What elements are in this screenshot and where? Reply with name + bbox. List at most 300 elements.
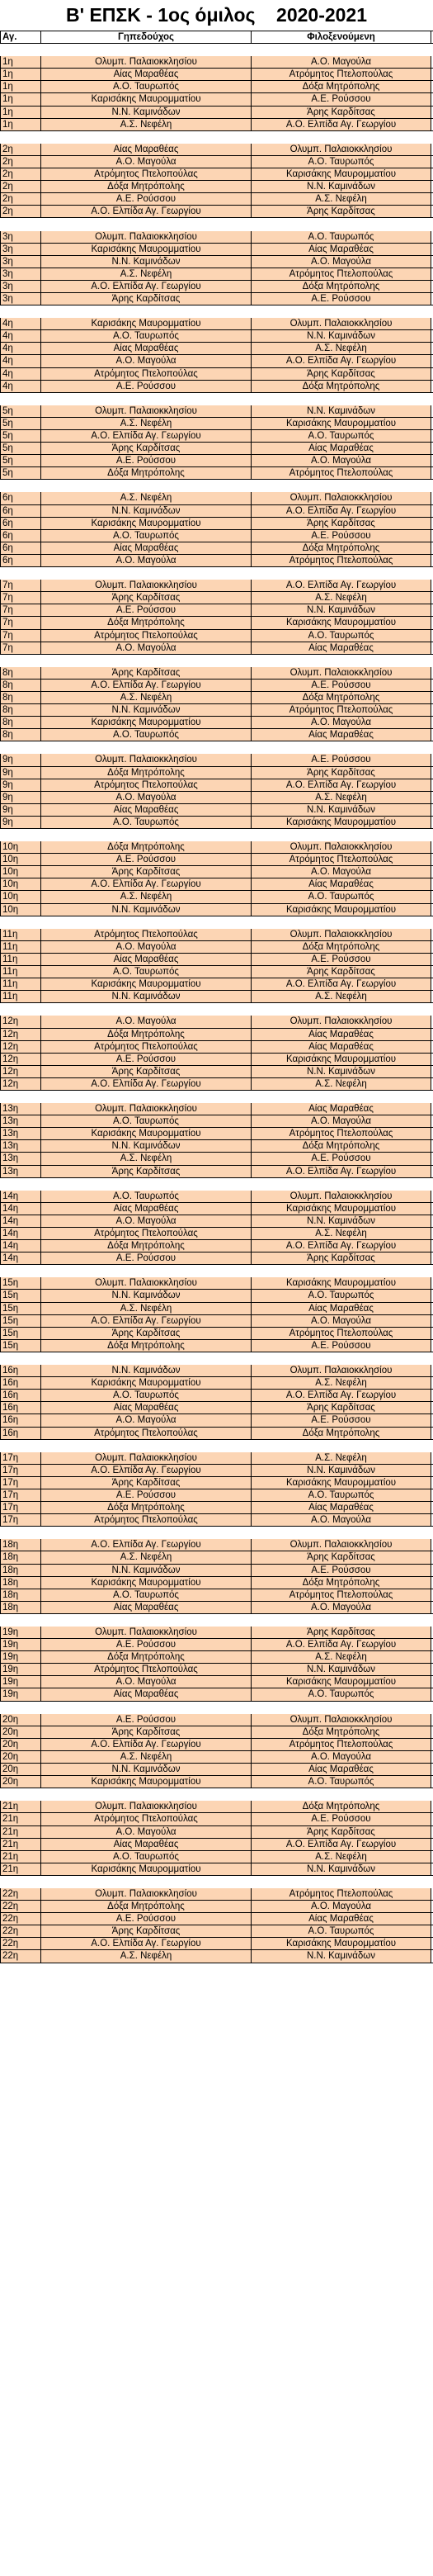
away-team: Α.Ο. Μαγούλα [252,1315,431,1327]
home-team: Ν.Ν. Καμινάδων [41,107,252,118]
empty-cell [41,305,252,318]
round-spacer-row [0,567,433,580]
empty-cell [252,1352,431,1365]
round-label: 19η [0,1651,41,1663]
away-team: Α.Σ. Νεφέλη [252,1228,431,1239]
match-row [0,168,433,181]
round-label: 21η [0,1813,41,1825]
away-team: Αίας Μαραθέας [252,1029,431,1040]
home-team: Α.Σ. Νεφέλη [41,119,252,130]
round-label: 3η [0,244,41,255]
home-team: Ατρόμητος Πτελοπούλας [41,779,252,791]
away-team: Αίας Μαραθέας [252,1502,431,1513]
away-team: Αίας Μαραθέας [252,729,431,741]
round-label: 7η [0,592,41,604]
home-team: Α.Ε. Ρούσσου [41,455,252,466]
away-team: Α.Ο. Ελπίδα Αγ. Γεωργίου [252,1639,431,1650]
empty-cell [41,1876,252,1888]
away-team: Α.Σ. Νεφέλη [252,343,431,354]
round-label: 22η [0,1888,41,1900]
away-team: Άρης Καρδίτσας [252,1252,431,1264]
empty-cell [0,131,41,144]
match-row [0,1676,433,1688]
away-team: Ν.Ν. Καμινάδων [252,1863,431,1875]
away-team: Δόξα Μητρόπολης [252,81,431,92]
empty-cell [252,567,431,580]
away-team: Α.Ο. Ελπίδα Αγ. Γεωργίου [252,119,431,130]
away-team: Αίας Μαραθέας [252,1913,431,1925]
away-team: Α.Σ. Νεφέλη [252,193,431,205]
home-team: Ατρόμητος Πτελοπούλας [41,1813,252,1825]
round-label: 2η [0,193,41,205]
round-spacer-row [0,916,433,929]
match-row [0,1290,433,1302]
home-team: Α.Ο. Ταυρωπός [41,530,252,542]
away-team: Ατρόμητος Πτελοπούλας [252,704,431,716]
match-row [0,792,433,804]
home-team: Α.Ο. Ταυρωπός [41,1191,252,1202]
home-team: Α.Σ. Νεφέλη [41,1950,252,1962]
away-team: Καρισάκης Μαυρομματίου [252,1477,431,1489]
home-team: Αίας Μαραθέας [41,1839,252,1850]
round-label: 3η [0,281,41,292]
round-label: 7η [0,580,41,591]
column-header-home: Γηπεδούχος [41,31,252,43]
round-label: 9η [0,804,41,816]
empty-cell [252,1003,431,1016]
match-row [0,941,433,954]
match-row [0,854,433,866]
empty-cell [252,480,431,492]
home-team: Α.Ο. Ταυρωπός [41,1115,252,1127]
match-row [0,1539,433,1551]
round-label: 2η [0,156,41,168]
away-team: Άρης Καρδίτσας [252,966,431,978]
home-team: Άρης Καρδίτσας [41,293,252,305]
round-spacer-row [0,741,433,754]
home-team: Α.Ο. Ελπίδα Αγ. Γεωργίου [41,1465,252,1476]
round-label: 5η [0,418,41,429]
match-row [0,1477,433,1489]
empty-cell [41,829,252,841]
sheet-title: Β' ΕΠΣΚ - 1ος όμιλος 2020-2021 [0,0,433,31]
match-row [0,1502,433,1514]
empty-cell [0,1091,41,1103]
home-team: Α.Ο. Ελπίδα Αγ. Γεωργίου [41,680,252,691]
away-team: Ολυμπ. Παλαιοκκλησίου [252,1539,431,1551]
away-team: Α.Ο. Μαγούλα [252,56,431,68]
round-spacer-row [0,393,433,405]
home-team: Ολυμπ. Παλαιοκκλησίου [41,754,252,765]
round-label: 17η [0,1502,41,1513]
away-team: Άρης Καρδίτσας [252,767,431,779]
away-team: Α.Ο. Ελπίδα Αγ. Γεωργίου [252,779,431,791]
empty-cell [0,1003,41,1016]
home-team: Ολυμπ. Παλαιοκκλησίου [41,231,252,243]
away-team: Ν.Ν. Καμινάδων [252,1950,431,1962]
away-team: Α.Ε. Ρούσσου [252,1153,431,1164]
away-team: Άρης Καρδίτσας [252,1551,431,1563]
away-team: Α.Ο. Μαγούλα [252,1751,431,1763]
round-label: 12η [0,1054,41,1065]
round-label: 14η [0,1228,41,1239]
home-team: Α.Ο. Μαγούλα [41,156,252,168]
empty-cell [0,655,41,667]
round-label: 19η [0,1688,41,1700]
round-label: 19η [0,1664,41,1675]
round-spacer-row [0,480,433,492]
round-label: 21η [0,1863,41,1875]
round-label: 16η [0,1414,41,1426]
match-row [0,93,433,106]
round-label: 12η [0,1066,41,1077]
empty-cell [41,741,252,754]
match-row [0,244,433,256]
home-team: Α.Σ. Νεφέλη [41,1303,252,1314]
round-label: 18η [0,1539,41,1551]
home-team: Ολυμπ. Παλαιοκκλησίου [41,1888,252,1900]
home-team: Δόξα Μητρόπολης [41,1240,252,1252]
home-team: Αίας Μαραθέας [41,343,252,354]
match-row [0,1826,433,1839]
home-team: Ατρόμητος Πτελοπούλας [41,368,252,380]
match-row [0,1428,433,1440]
home-team: Άρης Καρδίτσας [41,592,252,604]
away-team: Ολυμπ. Παλαιοκκλησίου [252,1714,431,1726]
round-label: 14η [0,1203,41,1215]
home-team: Δόξα Μητρόπολης [41,617,252,628]
home-team: Α.Ο. Ταυρωπός [41,966,252,978]
match-row [0,144,433,156]
round-label: 9η [0,754,41,765]
round-label: 4η [0,318,41,329]
empty-cell [41,1178,252,1191]
away-team: Καρισάκης Μαυρομματίου [252,1054,431,1065]
away-team: Α.Ο. Ταυρωπός [252,891,431,902]
home-team: Καρισάκης Μαυρομματίου [41,717,252,728]
home-team: Ν.Ν. Καμινάδων [41,1140,252,1152]
match-row [0,1764,433,1776]
column-header-round: Αγ. [0,31,41,43]
home-team: Δόξα Μητρόπολης [41,1502,252,1513]
home-team: Α.Ο. Μαγούλα [41,1215,252,1227]
away-team: Α.Σ. Νεφέλη [252,1851,431,1863]
home-team: Ν.Ν. Καμινάδων [41,1764,252,1775]
match-row [0,729,433,741]
away-team: Άρης Καρδίτσας [252,1627,431,1638]
match-row [0,1377,433,1390]
home-team: Δόξα Μητρόπολης [41,1029,252,1040]
home-team: Άρης Καρδίτσας [41,1166,252,1177]
match-row [0,455,433,467]
match-row [0,1565,433,1577]
home-team: Α.Ο. Ταυρωπός [41,1851,252,1863]
round-label: 19η [0,1676,41,1688]
round-label: 7η [0,642,41,654]
match-row [0,667,433,680]
round-label: 20η [0,1714,41,1726]
round-label: 4η [0,368,41,380]
empty-cell [0,741,41,754]
match-row [0,866,433,878]
match-row [0,966,433,978]
match-row [0,318,433,330]
match-row [0,256,433,268]
round-label: 13η [0,1115,41,1127]
round-label: 17η [0,1514,41,1526]
empty-cell [252,1788,431,1801]
match-row [0,467,433,480]
home-team: Α.Ο. Ελπίδα Αγ. Γεωργίου [41,1539,252,1551]
home-team: Δόξα Μητρόπολης [41,181,252,192]
round-label: 7η [0,630,41,642]
match-row [0,1888,433,1901]
away-team: Ν.Ν. Καμινάδων [252,604,431,616]
round-label: 10η [0,891,41,902]
away-team: Α.Σ. Νεφέλη [252,592,431,604]
away-team: Ατρόμητος Πτελοπούλας [252,1328,431,1339]
home-team: Άρης Καρδίτσας [41,443,252,454]
match-row [0,1390,433,1402]
match-row [0,206,433,218]
away-team: Ολυμπ. Παλαιοκκλησίου [252,492,431,504]
match-row [0,1303,433,1315]
home-team: Α.Ε. Ρούσσου [41,1714,252,1726]
away-team: Ν.Ν. Καμινάδων [252,804,431,816]
home-team: Α.Ο. Ελπίδα Αγ. Γεωργίου [41,206,252,217]
home-team: Καρισάκης Μαυρομματίου [41,518,252,529]
round-label: 19η [0,1627,41,1638]
empty-cell [41,1352,252,1365]
round-label: 21η [0,1839,41,1850]
round-spacer-row [0,1440,433,1452]
round-label: 16η [0,1365,41,1376]
round-spacer-row [0,1527,433,1539]
away-team: Ολυμπ. Παλαιοκκλησίου [252,929,431,940]
round-label: 13η [0,1140,41,1152]
round-label: 15η [0,1340,41,1352]
away-team: Ολυμπ. Παλαιοκκλησίου [252,1191,431,1202]
round-label: 13η [0,1128,41,1139]
match-row [0,1203,433,1215]
away-team: Α.Ο. Ελπίδα Αγ. Γεωργίου [252,580,431,591]
home-team: Α.Ο. Ταυρωπός [41,81,252,92]
round-label: 17η [0,1477,41,1489]
empty-cell [252,305,431,318]
away-team: Αίας Μαραθέας [252,878,431,890]
round-label: 6η [0,518,41,529]
match-row [0,1328,433,1340]
match-row [0,293,433,305]
home-team: Α.Σ. Νεφέλη [41,1751,252,1763]
round-label: 12η [0,1041,41,1053]
empty-cell [41,655,252,667]
home-team: Ατρόμητος Πτελοπούλας [41,1041,252,1053]
round-label: 15η [0,1328,41,1339]
home-team: Καρισάκης Μαυρομματίου [41,93,252,105]
round-label: 2η [0,168,41,180]
away-team: Ν.Ν. Καμινάδων [252,181,431,192]
home-team: Ολυμπ. Παλαιοκκλησίου [41,1452,252,1464]
match-row [0,430,433,443]
away-team: Αίας Μαραθέας [252,1041,431,1053]
home-team: Α.Ο. Ελπίδα Αγ. Γεωργίου [41,1938,252,1949]
round-label: 13η [0,1153,41,1164]
away-team: Α.Σ. Νεφέλη [252,1651,431,1663]
empty-cell [41,1265,252,1277]
round-label: 9η [0,767,41,779]
empty-cell [252,916,431,929]
empty-cell [252,1091,431,1103]
home-team: Άρης Καρδίτσας [41,667,252,679]
empty-cell [41,131,252,144]
match-row [0,1228,433,1240]
match-row [0,1365,433,1377]
round-label: 12η [0,1078,41,1090]
away-team: Δόξα Μητρόπολης [252,1801,431,1812]
match-row [0,878,433,891]
away-team: Ολυμπ. Παλαιοκκλησίου [252,1365,431,1376]
home-team: Ατρόμητος Πτελοπούλας [41,1514,252,1526]
away-team: Καρισάκης Μαυρομματίου [252,168,431,180]
home-team: Ν.Ν. Καμινάδων [41,1290,252,1301]
match-row [0,704,433,717]
match-row [0,1925,433,1938]
away-team: Α.Ο. Ταυρωπός [252,1776,431,1788]
match-row [0,281,433,293]
home-team: Ατρόμητος Πτελοπούλας [41,630,252,642]
away-team: Α.Ο. Μαγούλα [252,1115,431,1127]
column-header-away: Φιλοξενούμενη [252,31,431,43]
round-label: 20η [0,1739,41,1750]
home-team: Ολυμπ. Παλαιοκκλησίου [41,1103,252,1115]
round-label: 7η [0,617,41,628]
away-team: Α.Ο. Ελπίδα Αγ. Γεωργίου [252,355,431,367]
home-team: Α.Ο. Ελπίδα Αγ. Γεωργίου [41,1739,252,1750]
match-row [0,1938,433,1950]
round-label: 17η [0,1465,41,1476]
match-row [0,1252,433,1265]
empty-cell [252,655,431,667]
round-spacer-row [0,1352,433,1365]
match-row [0,1801,433,1813]
round-label: 22η [0,1913,41,1925]
match-row [0,56,433,69]
away-team: Καρισάκης Μαυρομματίου [252,904,431,916]
round-label: 18η [0,1589,41,1601]
away-team: Ολυμπ. Παλαιοκκλησίου [252,667,431,679]
empty-cell [252,1265,431,1277]
home-team: Α.Ο. Μαγούλα [41,1676,252,1688]
match-row [0,692,433,704]
away-team: Α.Ο. Ταυρωπός [252,1925,431,1937]
match-row [0,1651,433,1664]
home-team: Α.Ο. Μαγούλα [41,355,252,367]
match-row [0,1166,433,1178]
home-team: Α.Ο. Μαγούλα [41,941,252,953]
away-team: Δόξα Μητρόπολης [252,692,431,703]
round-label: 5η [0,405,41,417]
match-row [0,1191,433,1203]
away-team: Ατρόμητος Πτελοπούλας [252,555,431,566]
round-label: 11η [0,941,41,953]
away-team: Α.Ο. Μαγούλα [252,256,431,268]
match-row [0,418,433,430]
home-team: Άρης Καρδίτσας [41,1328,252,1339]
round-label: 9η [0,817,41,828]
match-row [0,1627,433,1639]
round-label: 21η [0,1801,41,1812]
round-label: 8η [0,692,41,703]
home-team: Αίας Μαραθέας [41,542,252,554]
match-row [0,617,433,629]
home-team: Ν.Ν. Καμινάδων [41,1565,252,1576]
home-team: Καρισάκης Μαυρομματίου [41,1863,252,1875]
home-team: Α.Ε. Ρούσσου [41,1252,252,1264]
empty-cell [41,1788,252,1801]
match-row [0,929,433,941]
match-row [0,1688,433,1701]
home-team: Α.Ο. Ελπίδα Αγ. Γεωργίου [41,878,252,890]
away-team: Ολυμπ. Παλαιοκκλησίου [252,841,431,853]
round-spacer-row [0,1265,433,1277]
match-row [0,680,433,692]
home-team: Α.Ε. Ρούσσου [41,604,252,616]
away-team: Ν.Ν. Καμινάδων [252,1465,431,1476]
home-team: Δόξα Μητρόπολης [41,841,252,853]
home-team: Α.Ε. Ρούσσου [41,1913,252,1925]
round-label: 16η [0,1377,41,1389]
round-label: 18η [0,1551,41,1563]
empty-cell [0,1614,41,1627]
away-team: Ατρόμητος Πτελοπούλας [252,1128,431,1139]
round-label: 4η [0,381,41,392]
round-label: 20η [0,1726,41,1738]
match-row [0,1739,433,1751]
match-row [0,1402,433,1414]
match-row [0,231,433,244]
away-team: Αίας Μαραθέας [252,642,431,654]
match-row [0,1813,433,1825]
round-label: 8η [0,680,41,691]
away-team: Δόξα Μητρόπολης [252,1577,431,1589]
away-team: Α.Ο. Ελπίδα Αγ. Γεωργίου [252,978,431,990]
round-label: 21η [0,1851,41,1863]
away-team: Α.Ο. Ταυρωπός [252,1290,431,1301]
empty-cell [252,741,431,754]
round-label: 14η [0,1240,41,1252]
round-label: 5η [0,467,41,479]
match-row [0,1315,433,1328]
home-team: Α.Ο. Ελπίδα Αγ. Γεωργίου [41,1078,252,1090]
home-team: Δόξα Μητρόπολης [41,1901,252,1912]
home-team: Α.Ο. Ταυρωπός [41,330,252,342]
match-row [0,542,433,555]
away-team: Καρισάκης Μαυρομματίου [252,1938,431,1949]
home-team: Άρης Καρδίτσας [41,1066,252,1077]
away-team: Ν.Ν. Καμινάδων [252,1066,431,1077]
round-label: 10η [0,866,41,878]
match-row [0,779,433,792]
home-team: Α.Ο. Μαγούλα [41,642,252,654]
match-row [0,1103,433,1115]
round-spacer-row [0,1788,433,1801]
round-label: 5η [0,455,41,466]
round-label: 14η [0,1191,41,1202]
round-spacer-row [0,1003,433,1016]
home-team: Άρης Καρδίτσας [41,1477,252,1489]
empty-cell [41,1091,252,1103]
